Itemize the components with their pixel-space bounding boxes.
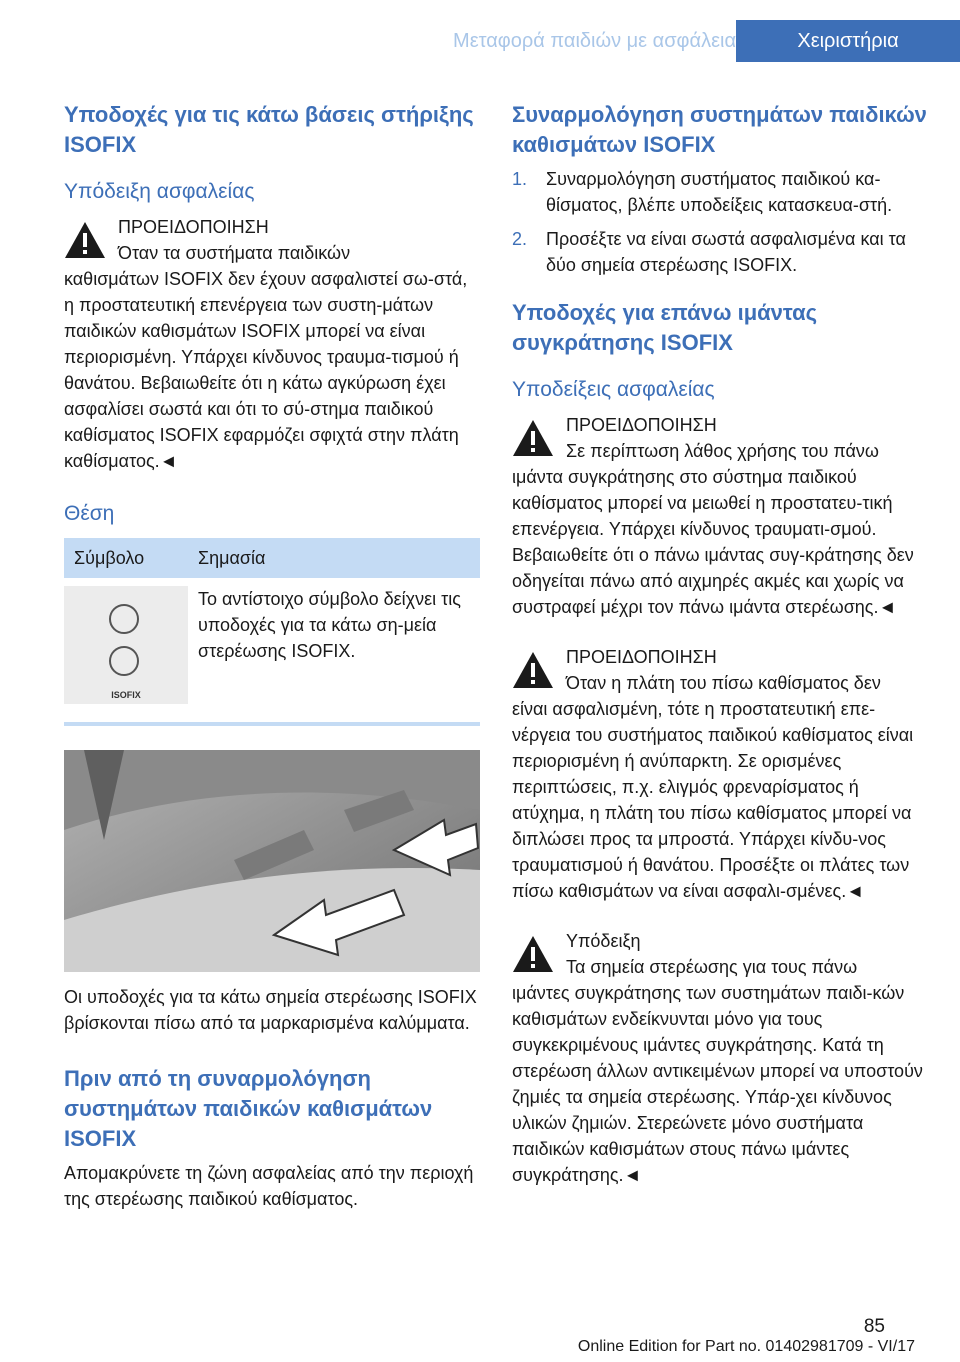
seat-photo-image xyxy=(64,750,480,972)
warning-triangle-icon xyxy=(64,220,106,260)
warning-triangle-icon xyxy=(512,418,554,458)
child-seat-icon xyxy=(109,604,139,634)
list-item xyxy=(512,226,928,278)
warning-text: καθισμάτων ISOFIX δεν έχουν ασφαλιστεί σω-στά, η προστατευτική επενέργεια των συστη-μάτων παιδικών καθισμάτων ISOFIX μπορεί να είναι περιορισμένη. Υπάρχει κίνδυνος τραυμα-τισμού ή θανάτου. Βεβαιωθείτε ότι η κάτω αγκύρωση έχει ασφαλίσει σωστά και ότι το σύ-στημα παιδικού καθίσματος ISOFIX εφαρμόζει σφιχτά στην πλάτη καθίσματος.◄ xyxy=(64,269,468,471)
warning-label: ΠΡΟΕΙΔΟΠΟΙΗΣΗ xyxy=(566,647,717,667)
table-header-row xyxy=(64,538,480,578)
page-number: 85 xyxy=(863,1316,885,1337)
step-text: Συναρμολόγηση συστήματος παιδικού κα-θίσματος, βλέπε υποδείξεις κατασκευα-στή. xyxy=(546,169,893,215)
table-cell-meaning: Το αντίστοιχο σύμβολο δείχνει τις υποδοχές για τα κάτω ση-μεία στερέωσης ISOFIX. xyxy=(198,589,461,661)
step-text: Προσέξτε να είναι σωστά ασφαλισμένα και τα δύο σημεία στερέωσης ISOFIX. xyxy=(546,229,906,275)
heading-upper-tether: Υποδοχές για επάνω ιμάντας συγκράτησης ISOFIX xyxy=(512,300,818,355)
isofix-symbol-label: ISOFIX xyxy=(111,690,141,700)
symbol-table xyxy=(64,538,480,712)
warning-first-line: Σε περίπτωση λάθος χρήσης του πάνω xyxy=(566,441,879,461)
edition-footer: Online Edition for Part no. 01402981709 - VI/17 xyxy=(577,1338,915,1355)
isofix-symbol xyxy=(64,586,188,704)
step-number: 1. xyxy=(512,169,528,189)
heading-before-assembly: Πριν από τη συναρμολόγηση συστημάτων παιδικών καθισμάτων ISOFIX xyxy=(64,1066,433,1151)
note-first-line: Τα σημεία στερέωσης για τους πάνω xyxy=(566,957,858,977)
table-header-symbol: Σύμβολο xyxy=(64,538,188,578)
heading-assembly: Συναρμολόγηση συστημάτων παιδικών καθισμάτων ISOFIX xyxy=(512,102,927,157)
warning-triangle-icon xyxy=(512,650,554,690)
heading-isofix-lower: Υποδοχές για τις κάτω βάσεις στήριξης ISOFIX xyxy=(64,102,474,157)
child-seat-icon xyxy=(109,646,139,676)
page-header xyxy=(0,0,960,62)
warning-label: ΠΡΟΕΙΔΟΠΟΙΗΣΗ xyxy=(566,415,717,435)
seat-photo xyxy=(64,750,480,972)
heading-safety-note: Υπόδειξη ασφαλείας xyxy=(64,180,255,203)
warning-block xyxy=(512,412,928,620)
chapter-tab[interactable]: Χειριστήρια xyxy=(736,20,960,62)
note-label: Υπόδειξη xyxy=(566,931,641,951)
warning-block xyxy=(512,644,928,904)
before-assembly-text: Απομακρύνετε τη ζώνη ασφαλείας από την περιοχή της στερέωσης παιδικού καθίσματος. xyxy=(64,1163,474,1209)
warning-first-line: Όταν η πλάτη του πίσω καθίσματος δεν xyxy=(566,673,881,693)
step-number: 2. xyxy=(512,229,528,249)
warning-label: ΠΡΟΕΙΔΟΠΟΙΗΣΗ xyxy=(118,217,269,237)
note-text: ιμάντες συγκράτησης των συστημάτων παιδι-κών καθισμάτων ενδείκνυνται μόνο για τους συγκεκριμένους ιμάντες συγκράτησης. Κατά τη στερέωση άλλων αντικειμένων μπορεί να υποστούν ζημιές τα σημεία στερέωσης. Υπάρ-χει κίνδυνος υλικών ζημιών. Στερεώνετε μόνο συστήματα παιδικών καθισμάτων στους πάνω ιμάντες συγκράτησης.◄ xyxy=(512,983,923,1185)
section-title: Μεταφορά παιδιών με ασφάλεια xyxy=(453,30,736,52)
heading-safety-notes: Υποδείξεις ασφαλείας xyxy=(512,378,715,401)
note-block xyxy=(512,928,928,1188)
photo-caption: Οι υποδοχές για τα κάτω σημεία στερέωσης ISOFIX βρίσκονται πίσω από τα μαρκαρισμένα καλύμματα. xyxy=(64,987,477,1033)
left-column xyxy=(64,100,480,1212)
table-rule xyxy=(64,722,480,726)
right-column xyxy=(512,100,928,1188)
warning-text: ιμάντα συγκράτησης στο σύστημα παιδικού καθίσματος μπορεί να μειωθεί η προστατευ-τική επενέργεια. Υπάρχει κίνδυνος τραυματι-σμού. Βεβαιωθείτε ότι ο πάνω ιμάντας συγ-κράτησης δεν οδηγείται πάνω από αιχμηρές ακμές και χωρίς να συστραφεί μέχρι τον πάνω ιμάντα στερέωσης.◄ xyxy=(512,467,914,617)
warning-text: είναι ασφαλισμένη, τότε η προστατευτική επε-νέργεια του συστήματος παιδικού καθίσματος είναι περιορισμένη ή ανύπαρκτη. Σε ορισμένες περιπτώσεις, π.χ. ελιγμός φρεναρίσματος ή ατύχημα, η πλάτη του πίσω καθίσματος μπορεί να διπλώσει προς τα μπροστά. Υπάρχει κίνδυ-νος τραυματισμού ή θανάτου. Προσέξτε οι πλάτες των πίσω καθισμάτων να είναι ασφαλι-σμένες.◄ xyxy=(512,699,914,901)
list-item xyxy=(512,166,928,218)
table-row xyxy=(64,578,480,712)
table-header-meaning: Σημασία xyxy=(188,538,480,578)
warning-block xyxy=(64,214,480,474)
table-cell-symbol xyxy=(64,578,188,712)
assembly-steps xyxy=(512,166,928,278)
warning-first-line: Όταν τα συστήματα παιδικών xyxy=(118,243,351,263)
warning-triangle-icon xyxy=(512,934,554,974)
heading-position: Θέση xyxy=(64,502,115,525)
